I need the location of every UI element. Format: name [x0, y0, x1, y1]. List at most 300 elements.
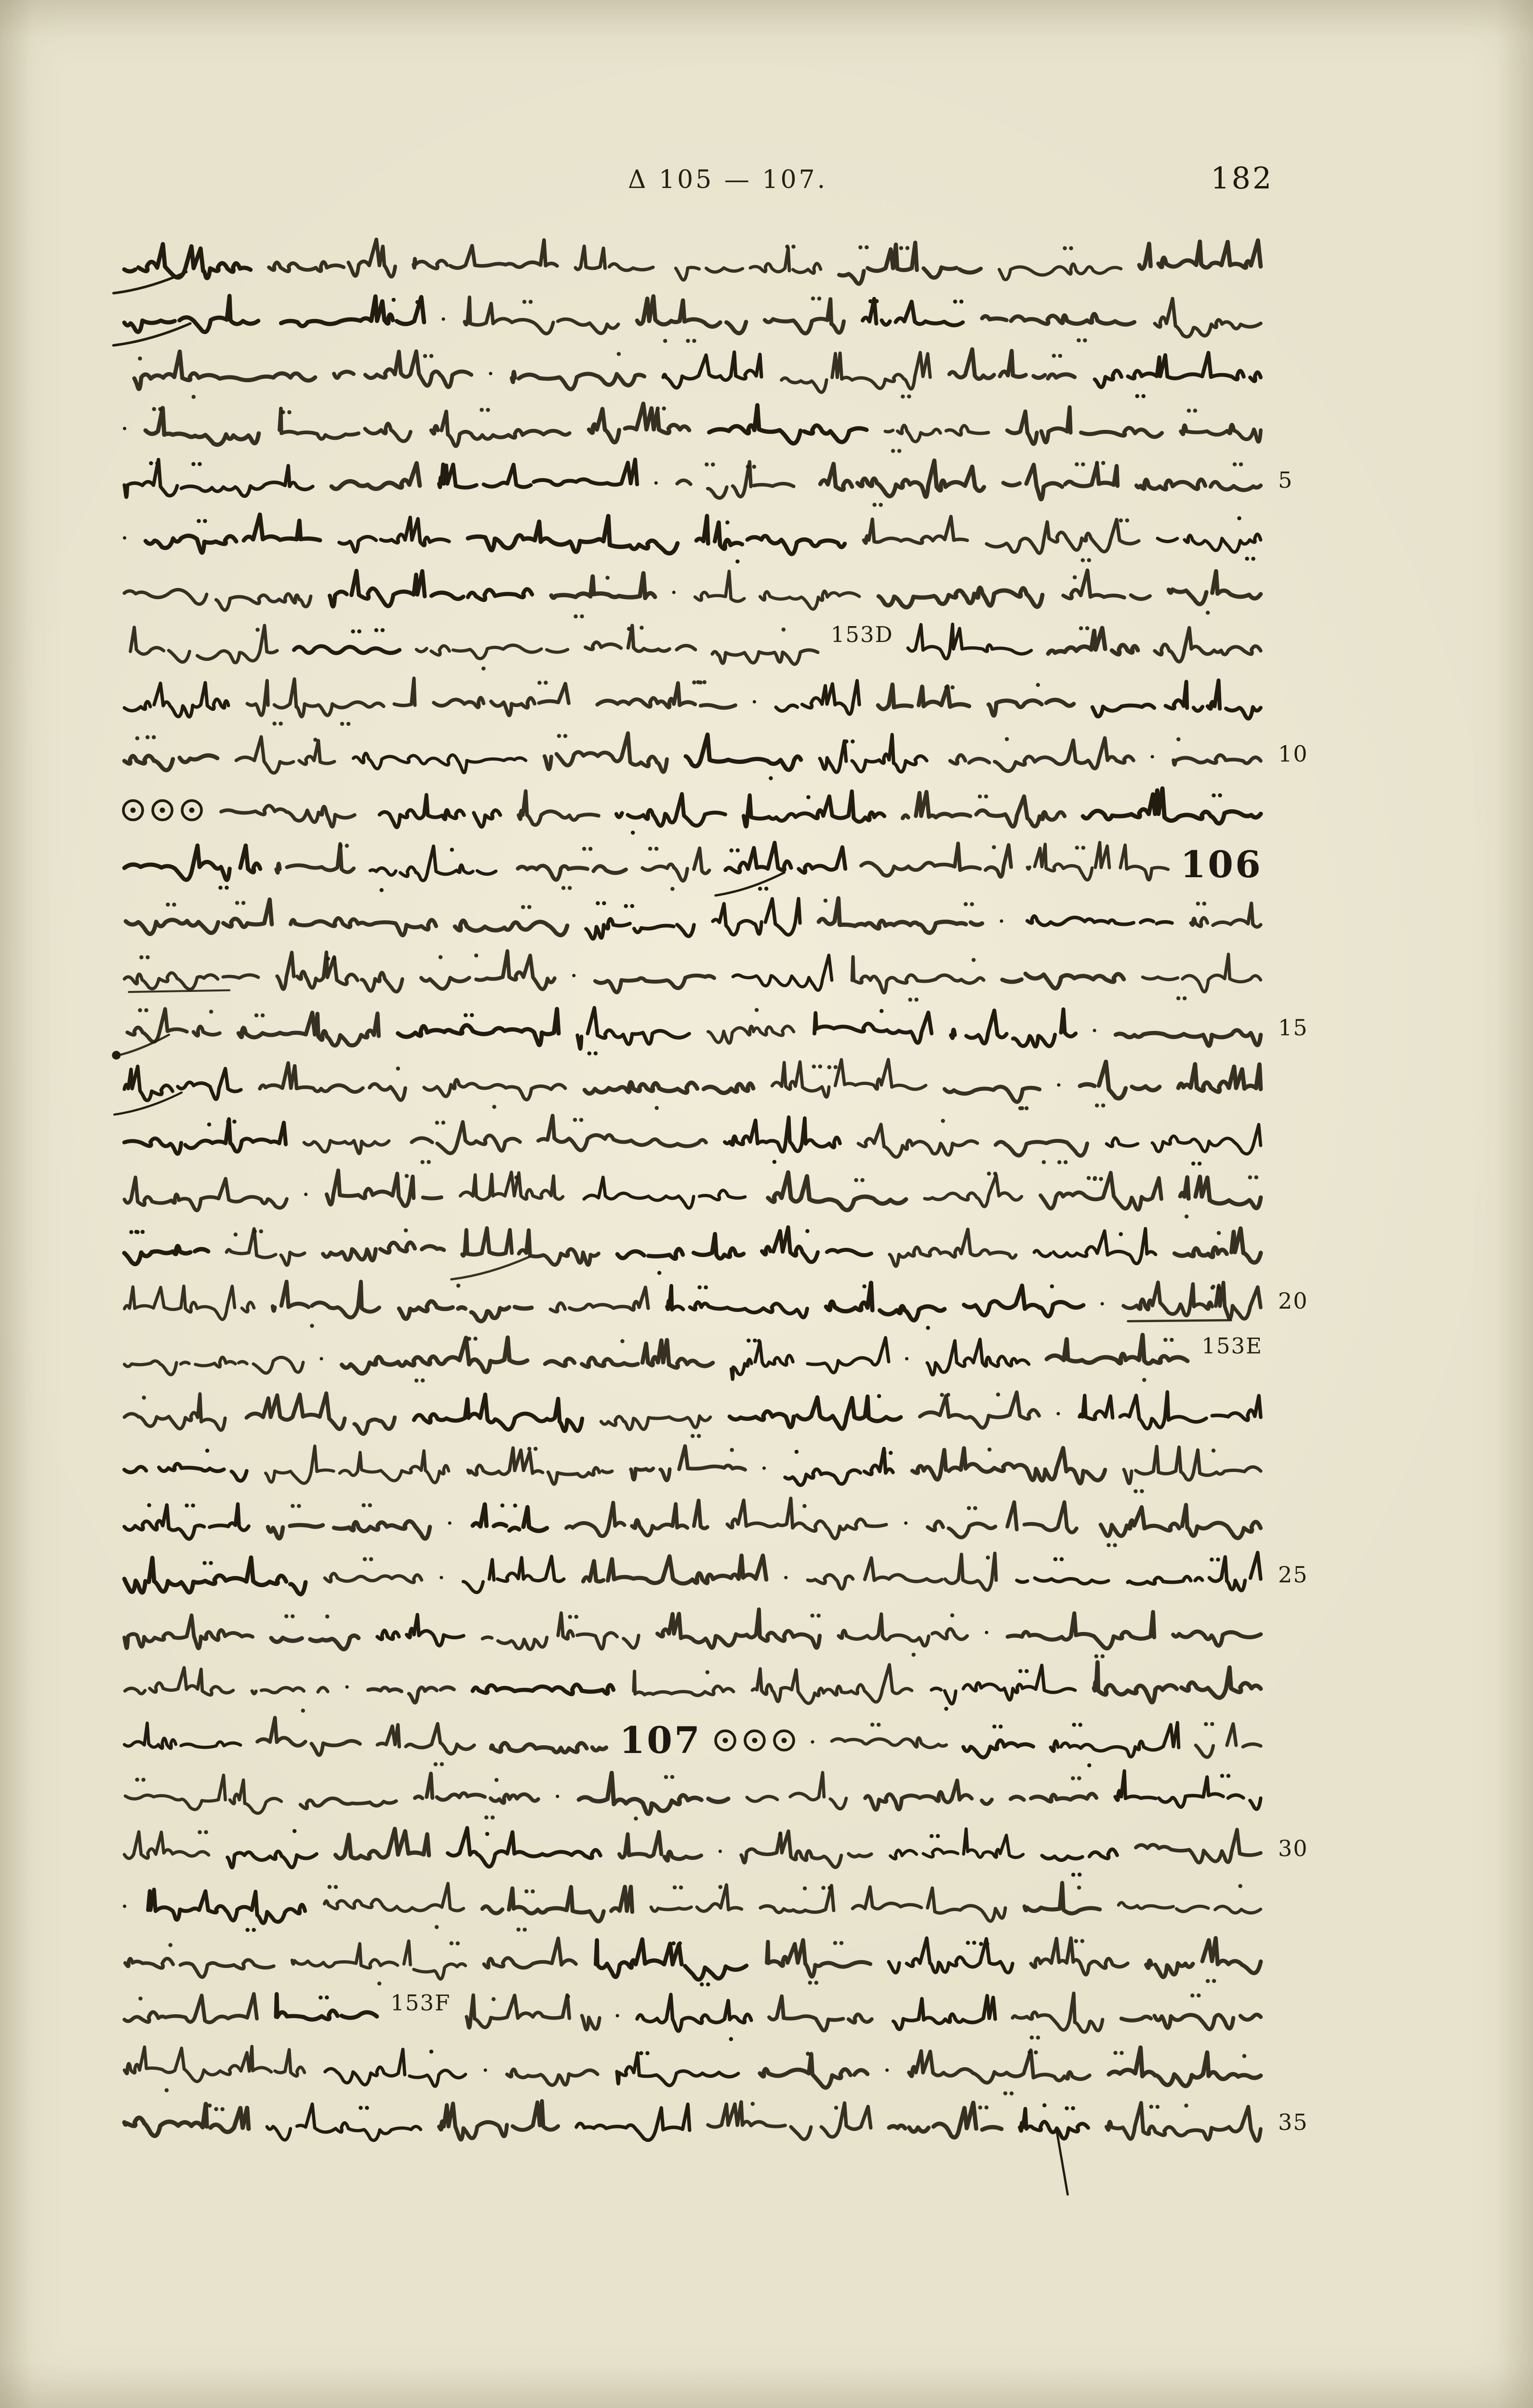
syriac-word [467, 1498, 549, 1548]
syriac-word [319, 1220, 446, 1271]
syriac-word [328, 456, 422, 506]
syriac-word [849, 1878, 1008, 1930]
word-separator-dot: · [902, 1508, 910, 1538]
syriac-word [403, 1112, 522, 1164]
syriac-word [287, 895, 439, 946]
syriac-word [693, 512, 847, 564]
syriac-word [1004, 1607, 1156, 1658]
syriac-word [809, 1003, 934, 1055]
syriac-word [725, 1387, 902, 1438]
ms-folio-ref: 153E [1201, 1333, 1263, 1359]
syriac-word [803, 1551, 998, 1601]
text-line [120, 730, 1263, 780]
syriac-word [514, 786, 600, 836]
syriac-word [323, 1166, 444, 1217]
syriac-word [748, 1661, 914, 1712]
text-line [120, 895, 1263, 945]
syriac-word [727, 1332, 891, 1383]
word-separator-dot: · [982, 1618, 991, 1648]
syriac-word [613, 2044, 740, 2094]
syriac-word [905, 2044, 1092, 2096]
syriac-word [580, 618, 698, 670]
syriac-word [633, 1990, 753, 2041]
syriac-word [541, 728, 669, 779]
syriac-word [758, 1223, 873, 1274]
syriac-word [366, 842, 498, 892]
text-line [120, 1606, 1263, 1656]
text-line [120, 1442, 1263, 1492]
text-line [120, 1989, 1263, 2039]
syriac-word [585, 401, 691, 451]
syriac-word [978, 290, 1136, 342]
syriac-word [584, 675, 737, 726]
syriac-word [1111, 1768, 1263, 1819]
syriac-word [120, 2041, 307, 2093]
syriac-word [960, 1275, 1085, 1326]
syriac-word [572, 2099, 692, 2151]
syriac-word [1112, 1005, 1263, 1056]
margin-line-number: 35 [1278, 2109, 1308, 2135]
text-line [120, 1770, 1263, 1820]
word-separator-dot: · [613, 2001, 622, 2031]
syriac-word [835, 1606, 969, 1656]
syriac-word [478, 1880, 634, 1932]
syriac-word [776, 348, 933, 400]
syriac-word [1046, 1716, 1181, 1768]
word-separator-dot: · [120, 1891, 129, 1922]
text-line [120, 456, 1263, 507]
syriac-word [1142, 1932, 1263, 1983]
word-separator-dot: · [486, 359, 495, 389]
running-head: Δ 105 — 107. [628, 165, 828, 194]
syriac-word [120, 238, 253, 290]
syriac-word [927, 1660, 1077, 1711]
syriac-word [781, 1442, 895, 1493]
word-separator-dot: · [1098, 1289, 1106, 1319]
syriac-word [574, 1769, 730, 1820]
syriac-word [1016, 2098, 1091, 2149]
syriac-word [1149, 294, 1263, 345]
syriac-word [480, 1934, 578, 1986]
syriac-word [682, 728, 803, 780]
syriac-word [410, 1389, 584, 1439]
ms-folio-ref: 153F [390, 1990, 451, 2016]
text-line [120, 1004, 1263, 1054]
syriac-word [691, 566, 862, 618]
syriac-word [809, 455, 986, 508]
syriac-word [120, 676, 230, 726]
syriac-word [835, 239, 983, 290]
text-line [120, 1715, 1263, 1766]
syriac-word [768, 1056, 928, 1108]
syriac-word [120, 1715, 243, 1766]
syriac-word [709, 893, 802, 944]
syriac-word [142, 402, 261, 454]
text-line [120, 1277, 1263, 1327]
syriac-word [458, 1224, 601, 1275]
syriac-word [120, 1388, 227, 1439]
word-separator-dot: · [570, 961, 578, 991]
syriac-word [508, 347, 646, 397]
syriac-word [332, 1825, 431, 1876]
syriac-word [860, 510, 970, 562]
syriac-word [373, 1605, 466, 1656]
syriac-word [1139, 949, 1263, 1000]
syriac-word [757, 1880, 836, 1931]
syriac-word [534, 1111, 708, 1163]
text-line [120, 1825, 1263, 1875]
syriac-word [740, 786, 887, 838]
text-line [120, 1113, 1263, 1164]
syriac-word [262, 1441, 451, 1494]
text-line [120, 293, 1263, 343]
word-separator-dot: · [782, 1563, 790, 1593]
syriac-word [320, 1877, 466, 1928]
syriac-word [1090, 1659, 1263, 1710]
margin-line-number: 30 [1278, 1835, 1308, 1861]
syriac-word [704, 1002, 796, 1053]
syriac-word [240, 1388, 397, 1439]
syriac-word [663, 1278, 810, 1329]
margin-line-number: 10 [1278, 741, 1308, 767]
syriac-word [288, 1934, 468, 1986]
syriac-word [1101, 1114, 1263, 1166]
syriac-word [1038, 1825, 1119, 1876]
text-line [120, 840, 1263, 890]
syriac-word [264, 1497, 432, 1547]
syriac-word [1076, 1057, 1161, 1107]
syriac-word [349, 731, 528, 782]
syriac-word [426, 401, 572, 453]
section-end-ornament [713, 1726, 797, 1755]
word-separator-dot: · [808, 1727, 817, 1757]
syriac-word [1036, 1168, 1163, 1219]
syriac-word [1132, 1823, 1263, 1874]
syriac-word [861, 1770, 994, 1820]
word-separator-dot: · [760, 1453, 769, 1484]
text-line [120, 347, 1263, 397]
syriac-word [659, 347, 763, 397]
syriac-word [410, 236, 559, 287]
syriac-word [881, 402, 990, 453]
word-separator-dot: · [1054, 1399, 1063, 1429]
syriac-word [1079, 784, 1263, 836]
syriac-word [1170, 731, 1263, 781]
word-separator-dot: · [553, 1781, 562, 1812]
syriac-word [1043, 1331, 1189, 1381]
syriac-word [1133, 455, 1263, 506]
syriac-word [1003, 402, 1164, 453]
syriac-word [120, 1659, 236, 1711]
syriac-word [435, 455, 639, 505]
syriac-word [120, 1989, 259, 2040]
syriac-word [326, 564, 534, 616]
syriac-word [120, 1169, 289, 1220]
syriac-word [420, 1057, 568, 1109]
syriac-word [321, 1549, 424, 1600]
syriac-word [120, 893, 274, 944]
syriac-word [463, 1988, 601, 2039]
text-line [120, 621, 1263, 671]
syriac-word [885, 1224, 1018, 1275]
syriac-word [613, 784, 728, 835]
syriac-word [120, 1278, 256, 1330]
text-line [120, 511, 1263, 562]
syriac-word [547, 567, 657, 618]
syriac-word [142, 1881, 307, 1931]
syriac-word [761, 291, 846, 342]
margin-line-number: 25 [1278, 1562, 1308, 1588]
syriac-word [1176, 1167, 1263, 1217]
syriac-word [487, 1716, 608, 1768]
syriac-word [720, 1113, 842, 1164]
syriac-word [120, 728, 219, 778]
syriac-word [443, 1824, 602, 1875]
syriac-word [320, 2044, 467, 2095]
syriac-word [580, 1058, 755, 1110]
syriac-word [708, 622, 820, 673]
word-separator-dot: · [437, 1563, 446, 1593]
syriac-word [653, 1605, 822, 1656]
syriac-word [729, 950, 834, 1002]
syriac-word [142, 510, 322, 561]
syriac-word [364, 1659, 456, 1710]
syriac-word [1092, 1496, 1263, 1548]
syriac-word [296, 1771, 399, 1822]
syriac-word [743, 1767, 848, 1819]
syriac-word [572, 237, 655, 288]
syriac-word [300, 1111, 391, 1162]
syriac-word [120, 1059, 243, 1110]
syriac-word [1105, 2044, 1263, 2096]
syriac-word [224, 1824, 319, 1874]
syriac-word [960, 1716, 1036, 1767]
syriac-word [737, 1823, 874, 1874]
syriac-word [1057, 566, 1152, 616]
syriac-word [1187, 895, 1263, 945]
syriac-word [273, 948, 405, 999]
syriac-word [573, 1004, 692, 1055]
syriac-word [335, 510, 451, 562]
syriac-word [638, 840, 711, 891]
syriac-word [591, 948, 716, 998]
syriac-word [1135, 236, 1263, 287]
syriac-word [941, 1059, 1041, 1110]
syriac-word [272, 839, 356, 889]
syriac-word [1102, 2097, 1263, 2149]
syriac-word [373, 1715, 476, 1766]
syriac-word [886, 1824, 1025, 1876]
syriac-word [120, 456, 315, 507]
syriac-word [1009, 1989, 1105, 2040]
word-separator-dot: · [120, 523, 129, 553]
syriac-word [721, 839, 847, 891]
syriac-word [942, 731, 1135, 781]
syriac-word [667, 239, 823, 290]
syriac-word [120, 1769, 283, 1821]
word-separator-dot: · [716, 1836, 725, 1867]
syriac-word [120, 1825, 211, 1876]
section-number: 107 [619, 1719, 702, 1762]
syriac-word [417, 948, 557, 998]
syriac-word [235, 1005, 381, 1057]
syriac-word [982, 511, 1141, 562]
syriac-word [885, 2099, 1003, 2150]
syriac-word [998, 948, 1126, 999]
syriac-word [815, 892, 985, 943]
syriac-word [754, 2044, 870, 2095]
syriac-word [461, 294, 620, 345]
syriac-word [464, 510, 680, 563]
syriac-word [412, 620, 569, 670]
syriac-word [923, 1333, 1031, 1384]
syriac-word [582, 895, 696, 946]
page-number: 182 [1211, 161, 1274, 196]
syriac-word [1090, 347, 1263, 398]
syriac-word [217, 784, 357, 835]
word-separator-dot: · [343, 1672, 351, 1702]
syriac-word [541, 1333, 715, 1385]
syriac-word [120, 839, 262, 889]
syriac-word [120, 1332, 306, 1383]
syriac-word [578, 1167, 747, 1219]
text-line [120, 1223, 1263, 1273]
word-separator-dot: · [652, 468, 660, 498]
text-line [120, 1332, 1263, 1382]
text-line [120, 566, 1263, 616]
syriac-word [1177, 400, 1263, 451]
syriac-word [120, 947, 260, 998]
syriac-word [451, 896, 570, 947]
margin-line-number: 15 [1278, 1015, 1308, 1041]
syriac-word [899, 786, 1067, 837]
word-separator-dot: · [669, 577, 678, 608]
syriac-word [269, 1277, 382, 1328]
syriac-word [590, 1935, 748, 1986]
text-line [120, 785, 1263, 835]
syriac-word [613, 1224, 745, 1274]
syriac-word [1021, 1880, 1102, 1930]
syriac-word [394, 1003, 561, 1056]
syriac-word [1114, 1878, 1263, 1929]
text-line [120, 1880, 1263, 1930]
syriac-word [827, 1713, 948, 1765]
syriac-word [999, 455, 1120, 506]
syriac-word [120, 1439, 249, 1491]
syriac-word [995, 239, 1123, 289]
word-separator-dot: · [317, 1344, 326, 1374]
section-number: 106 [1180, 843, 1263, 886]
text-line [120, 675, 1263, 725]
syriac-word [1169, 1605, 1263, 1656]
syriac-word [547, 1278, 650, 1328]
syriac-word [1076, 1387, 1263, 1438]
text-line [120, 1058, 1263, 1109]
syriac-word [120, 1936, 276, 1987]
syriac-word [920, 1165, 1024, 1217]
syriac-word [1174, 1058, 1263, 1109]
syriac-word [120, 564, 313, 617]
syriac-word [120, 1552, 308, 1604]
syriac-word [120, 1114, 288, 1165]
syriac-word [946, 1003, 1078, 1055]
word-separator-dot: · [120, 414, 129, 444]
syriac-word [120, 1003, 222, 1053]
syriac-word [456, 1167, 565, 1217]
syriac-word [248, 1662, 330, 1712]
syriac-word [846, 950, 986, 1002]
syriac-word [854, 1113, 979, 1165]
ms-folio-ref: 153D [830, 621, 893, 647]
syriac-word [562, 1497, 709, 1547]
syriac-word [673, 455, 796, 507]
syriac-word [120, 1496, 251, 1547]
text-line [120, 1387, 1263, 1437]
syriac-word [945, 346, 1077, 398]
syriac-word [1170, 1223, 1263, 1274]
syriac-word [120, 291, 260, 341]
syriac-word [772, 675, 862, 726]
syriac-word [760, 1169, 907, 1219]
syriac-word [704, 400, 868, 452]
syriac-word [1019, 893, 1174, 943]
syriac-word [1006, 1768, 1098, 1819]
syriac-word [885, 1989, 997, 2041]
syriac-word [1026, 1933, 1130, 1984]
syriac-word [859, 293, 965, 343]
syriac-word [120, 621, 279, 673]
syriac-word [1119, 1276, 1263, 1328]
syriac-word [508, 839, 628, 890]
syriac-word [1088, 676, 1263, 728]
syriac-word [1023, 838, 1170, 890]
text-line [120, 1660, 1263, 1711]
syriac-word [874, 676, 971, 726]
text-line [120, 1168, 1263, 1218]
syriac-word [120, 1607, 255, 1658]
word-separator-dot: · [481, 2055, 490, 2086]
syriac-word [1044, 620, 1140, 671]
syriac-word [1153, 509, 1263, 560]
syriac-word [256, 1058, 408, 1110]
syriac-word [1151, 621, 1263, 671]
syriac-word [908, 1440, 1107, 1491]
syriac-word [1120, 1441, 1263, 1493]
syriac-word [290, 620, 401, 670]
syriac-word [916, 1386, 1041, 1436]
word-separator-dot: · [439, 304, 448, 334]
syriac-word [765, 1989, 874, 2040]
syriac-word [1192, 1716, 1263, 1766]
syriac-word [1012, 1551, 1110, 1601]
syriac-word [704, 2096, 873, 2148]
syriac-word [503, 2044, 600, 2094]
syriac-word [647, 1878, 744, 1929]
syriac-word [884, 1934, 1014, 1985]
syriac-word [120, 348, 318, 399]
syriac-word [923, 1497, 1079, 1549]
word-separator-dot: · [1148, 742, 1157, 772]
syriac-word [243, 675, 417, 725]
syriac-word [761, 1934, 872, 1984]
syriac-word [628, 1662, 735, 1712]
word-separator-dot: · [1054, 1070, 1063, 1100]
syriac-word [263, 2098, 423, 2150]
syriac-word [430, 673, 571, 725]
text-line [120, 1551, 1263, 1601]
syriac-word [579, 1550, 768, 1602]
syriac-word [1030, 1224, 1158, 1275]
